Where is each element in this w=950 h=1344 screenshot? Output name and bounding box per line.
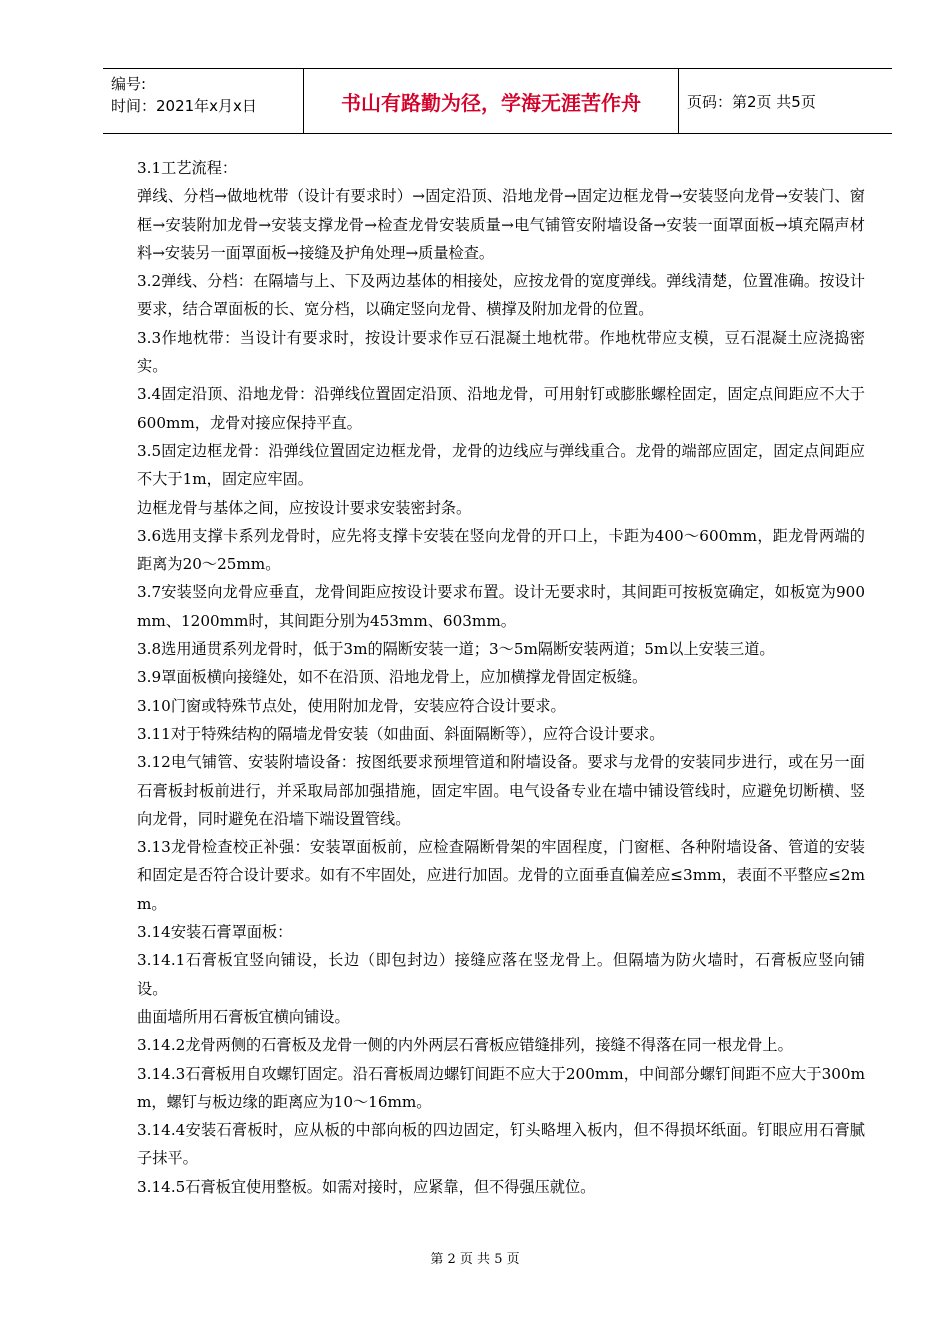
- doc-number-label: 编号:: [111, 75, 147, 93]
- header-meta: [111, 73, 301, 117]
- paragraph: 3.11对于特殊结构的隔墙龙骨安装（如曲面、斜面隔断等），应符合设计要求。: [137, 724, 665, 743]
- paragraph: 3.6选用支撑卡系列龙骨时，应先将支撑卡安装在竖向龙骨的开口上，卡距为400～600mm，距龙骨两端的距离为20～25mm。: [137, 526, 865, 574]
- paragraph: 3.14.2龙骨两侧的石膏板及龙骨一侧的内外两层石膏板应错缝排列，接缝不得落在同一根龙骨上。: [137, 1036, 793, 1055]
- page-footer: 第 2 页 共 5 页: [430, 1252, 520, 1267]
- paragraph: 3.14安装石膏罩面板：: [137, 923, 293, 942]
- paragraph: 3.1工艺流程：: [137, 159, 238, 177]
- paragraph: 曲面墙所用石膏板宜横向铺设。: [137, 1007, 350, 1026]
- time-label: 时间：2021年x月x日: [111, 97, 257, 115]
- page-indicator: 页码：第2页 共5页: [687, 93, 816, 111]
- page-header: [103, 68, 892, 134]
- paragraph: 3.12电气铺管、安装附墙设备：按图纸要求预埋管道和附墙设备。要求与龙骨的安装同步进行，或在另一面石膏板封板前进行，并采取局部加强措施，固定牢固。电气设备专业在墙中铺设管线时，应避免切断横、竖向龙骨，同时避免在沿墙下端设置管线。: [137, 753, 865, 828]
- paragraph: 3.14.1石膏板宜竖向铺设，长边（即包封边）接缝应落在竖龙骨上。但隔墙为防火墙时，石膏板应竖向铺设。: [137, 951, 865, 998]
- paragraph: 3.13龙骨检查校正补强：安装罩面板前，应检查隔断骨架的牢固程度，门窗框、各种附墙设备、管道的安装和固定是否符合设计要求。如有不牢固处，应进行加固。龙骨的立面垂直偏差应≤3mm，表面不平整应≤2mm。: [137, 838, 865, 913]
- paragraph: 3.14.5石膏板宜使用整板。如需对接时，应紧靠，但不得强压就位。: [137, 1177, 596, 1196]
- paragraph: 3.4固定沿顶、沿地龙骨：沿弹线位置固定沿顶、沿地龙骨，可用射钉或膨胀螺栓固定，固定点间距应不大于600mm，龙骨对接应保持平直。: [137, 385, 865, 432]
- header-slogan: 书山有路勤为径，学海无涯苦作舟: [341, 91, 641, 115]
- paragraph: 3.5固定边框龙骨：沿弹线位置固定边框龙骨，龙骨的边线应与弹线重合。龙骨的端部应固定，固定点间距应不大于1m，固定应牢固。: [137, 441, 865, 489]
- paragraph: 3.14.3石膏板用自攻螺钉固定。沿石膏板周边螺钉间距不应大于200mm，中间部分螺钉间距不应大于300mm，螺钉与板边缘的距离应为10～16mm。: [137, 1064, 865, 1111]
- header-divider-right: [678, 69, 679, 134]
- paragraph: 3.9罩面板横向接缝处，如不在沿顶、沿地龙骨上，应加横撑龙骨固定板缝。: [137, 668, 648, 687]
- paragraph: 3.2弹线、分档：在隔墙与上、下及两边基体的相接处，应按龙骨的宽度弹线。弹线清楚，位置准确。按设计要求，结合罩面板的长、宽分档，以确定竖向龙骨、横撑及附加龙骨的位置。: [137, 272, 865, 319]
- paragraph: 3.8选用通贯系列龙骨时，低于3m的隔断安装一道；3～5m隔断安装两道；5m以上安装三道。: [137, 640, 775, 659]
- document-body: [137, 154, 865, 1201]
- paragraph: 3.10门窗或特殊节点处，使用附加龙骨，安装应符合设计要求。: [137, 696, 566, 715]
- paragraph: 3.3作地枕带：当设计有要求时，按设计要求作豆石混凝土地枕带。作地枕带应支模，豆石混凝土应浇捣密实。: [137, 328, 865, 376]
- paragraph: 3.14.4安装石膏板时，应从板的中部向板的四边固定，钉头略埋入板内，但不得损坏纸面。钉眼应用石膏腻子抹平。: [137, 1121, 865, 1168]
- paragraph: 3.7安装竖向龙骨应垂直，龙骨间距应按设计要求布置。设计无要求时，其间距可按板宽确定，如板宽为900mm、1200mm时，其间距分别为453mm、603mm。: [137, 583, 865, 630]
- paragraph: 弹线、分档→做地枕带（设计有要求时）→固定沿顶、沿地龙骨→固定边框龙骨→安装竖向龙骨→安装门、窗框→安装附加龙骨→安装支撑龙骨→检查龙骨安装质量→电气铺管安附墙设备→安装一面罩面板→填充隔声材料→安装另一面罩面板→接缝及护角处理→质量检查。: [137, 187, 865, 262]
- paragraph: 边框龙骨与基体之间，应按设计要求安装密封条。: [137, 498, 472, 517]
